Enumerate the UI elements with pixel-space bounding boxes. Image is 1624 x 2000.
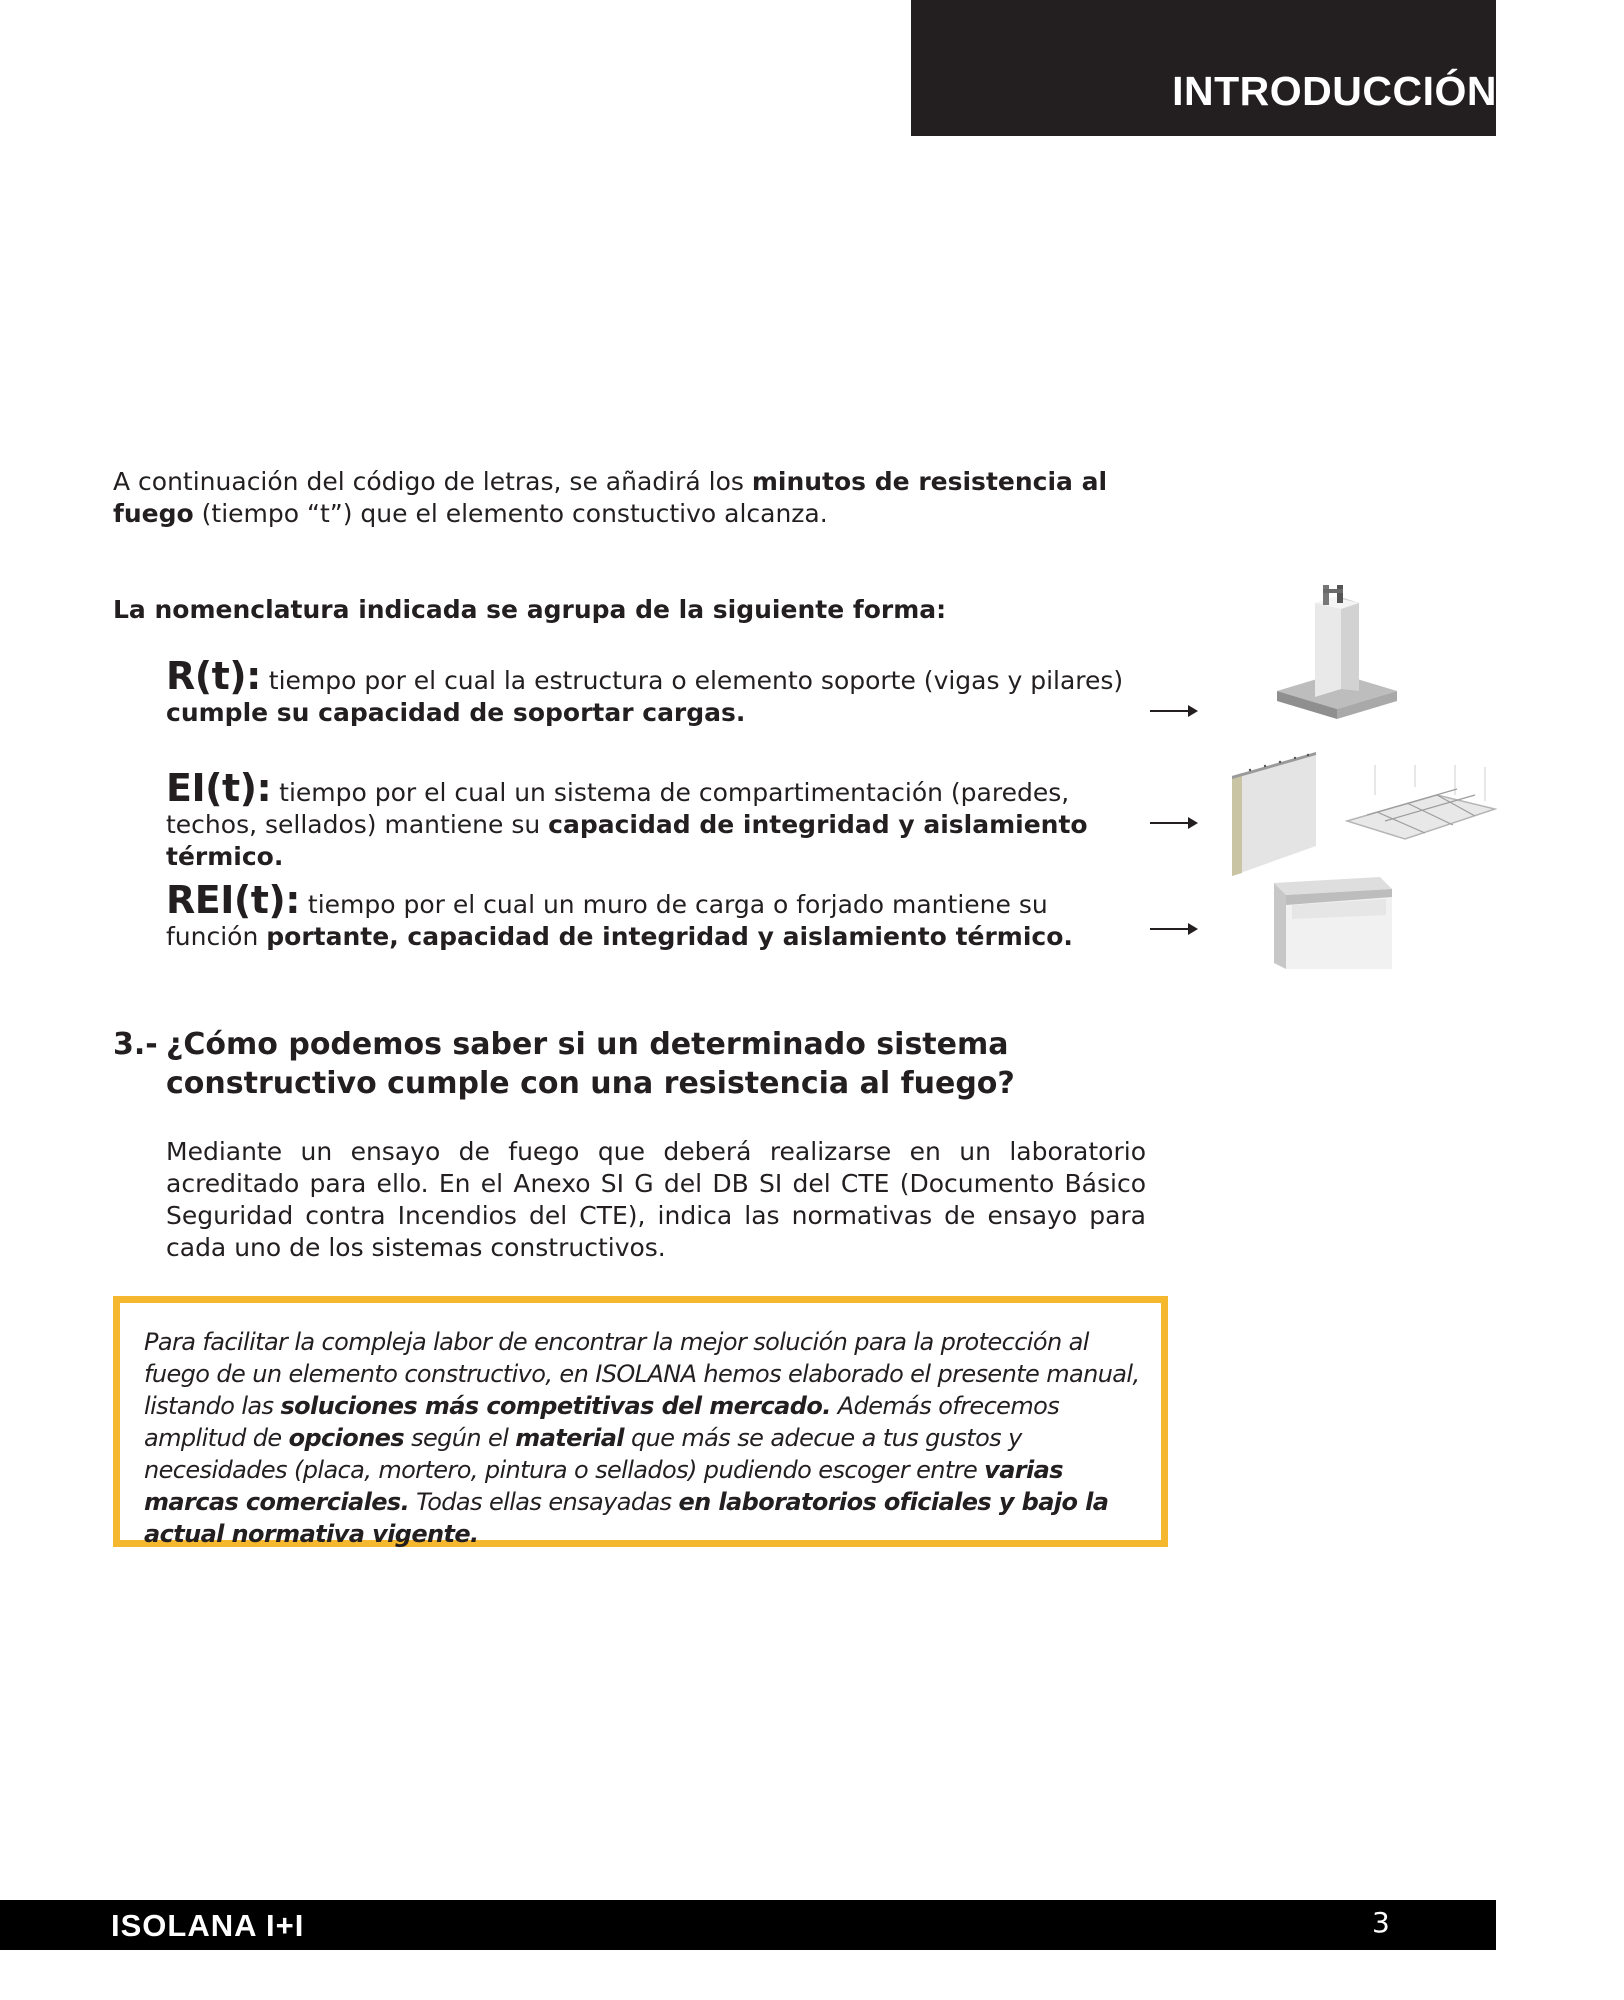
callout-bold: material [515,1424,624,1452]
definition-ei [166,766,1146,873]
callout-text-part: Todas ellas ensayadas [409,1488,679,1516]
section-heading [113,1025,1015,1103]
arrow-right-icon [1150,704,1198,718]
logo-mark: I+I [265,1908,305,1943]
definition-rei [166,878,1146,953]
term-r: R(t): [166,654,261,698]
page-number: 3 [1372,1906,1390,1939]
callout-bold: en laboratorios oficiales y bajo la actual normativa vigente. [144,1488,1109,1548]
arrow-right-icon [1150,816,1198,830]
callout-text-part: según el [404,1424,516,1452]
intro-bold: minutos de resistencia al fuego [113,467,1108,528]
definition-r-bold: cumple su capacidad de soportar cargas. [166,698,746,727]
section-number: 3.- [113,1027,158,1062]
term-rei: REI(t): [166,878,300,922]
slab-illustration [1270,875,1396,971]
intro-text-end: (tiempo “t”) que el elemento constuctivo alcanza. [193,499,828,528]
column-illustration [1275,585,1401,735]
section-body: Mediante un ensayo de fuego que deberá realizarse en un laboratorio acreditado para ello. En el Anexo SI G del DB SI del CTE (Documento Básico Seguridad contra Incendios del CTE), indica las normativas de ensayo para cada uno de los sistemas constructivos. [166,1137,1146,1262]
callout-text [144,1326,1144,1550]
definition-ei-text: tiempo por el cual un sistema de compartimentación (paredes, techos, sellados) mantiene su [166,778,1070,839]
isolana-logo [111,1910,304,1942]
page-title: INTRODUCCIÓN [1172,68,1497,114]
logo-wordmark: ISOLANA [111,1908,257,1943]
intro-paragraph [113,466,1148,530]
term-ei: EI(t): [166,766,272,810]
grouping-heading: La nomenclatura indicada se agrupa de la siguiente forma: [113,595,947,624]
ceiling-illustration [1345,765,1497,845]
section-heading-line1: ¿Cómo podemos saber si un determinado sistema [166,1027,1009,1062]
callout-bold: varias marcas comerciales. [144,1456,1063,1516]
definition-rei-bold: portante, capacidad de integridad y aislamiento térmico. [266,922,1073,951]
definition-r-text: tiempo por el cual la estructura o elemento soporte (vigas y pilares) [260,666,1124,695]
definition-r [166,654,1146,729]
callout-text-part: Además ofrecemos amplitud de [144,1392,1060,1452]
arrow-right-icon [1150,922,1198,936]
definition-ei-bold: capacidad de integridad y aislamiento térmico. [166,810,1088,871]
callout-bold: soluciones más competitivas del mercado. [280,1392,831,1420]
callout-bold: opciones [288,1424,405,1452]
callout-box [113,1296,1168,1547]
callout-text-part: que más se adecue a tus gustos y necesidades (placa, mortero, pintura o sellados) pudiendo escoger entre [144,1424,1022,1484]
wall-illustration [1230,750,1320,880]
definition-rei-text: tiempo por el cual un muro de carga o forjado mantiene su función [166,890,1048,951]
intro-text: A continuación del código de letras, se añadirá los [113,467,752,496]
callout-text-part: Para facilitar la compleja labor de encontrar la mejor solución para la protección al fuego de un elemento constructivo, en ISOLANA hemos elaborado el presente manual, listando las [144,1328,1140,1420]
section-heading-line2: constructivo cumple con una resistencia al fuego? [166,1066,1015,1101]
